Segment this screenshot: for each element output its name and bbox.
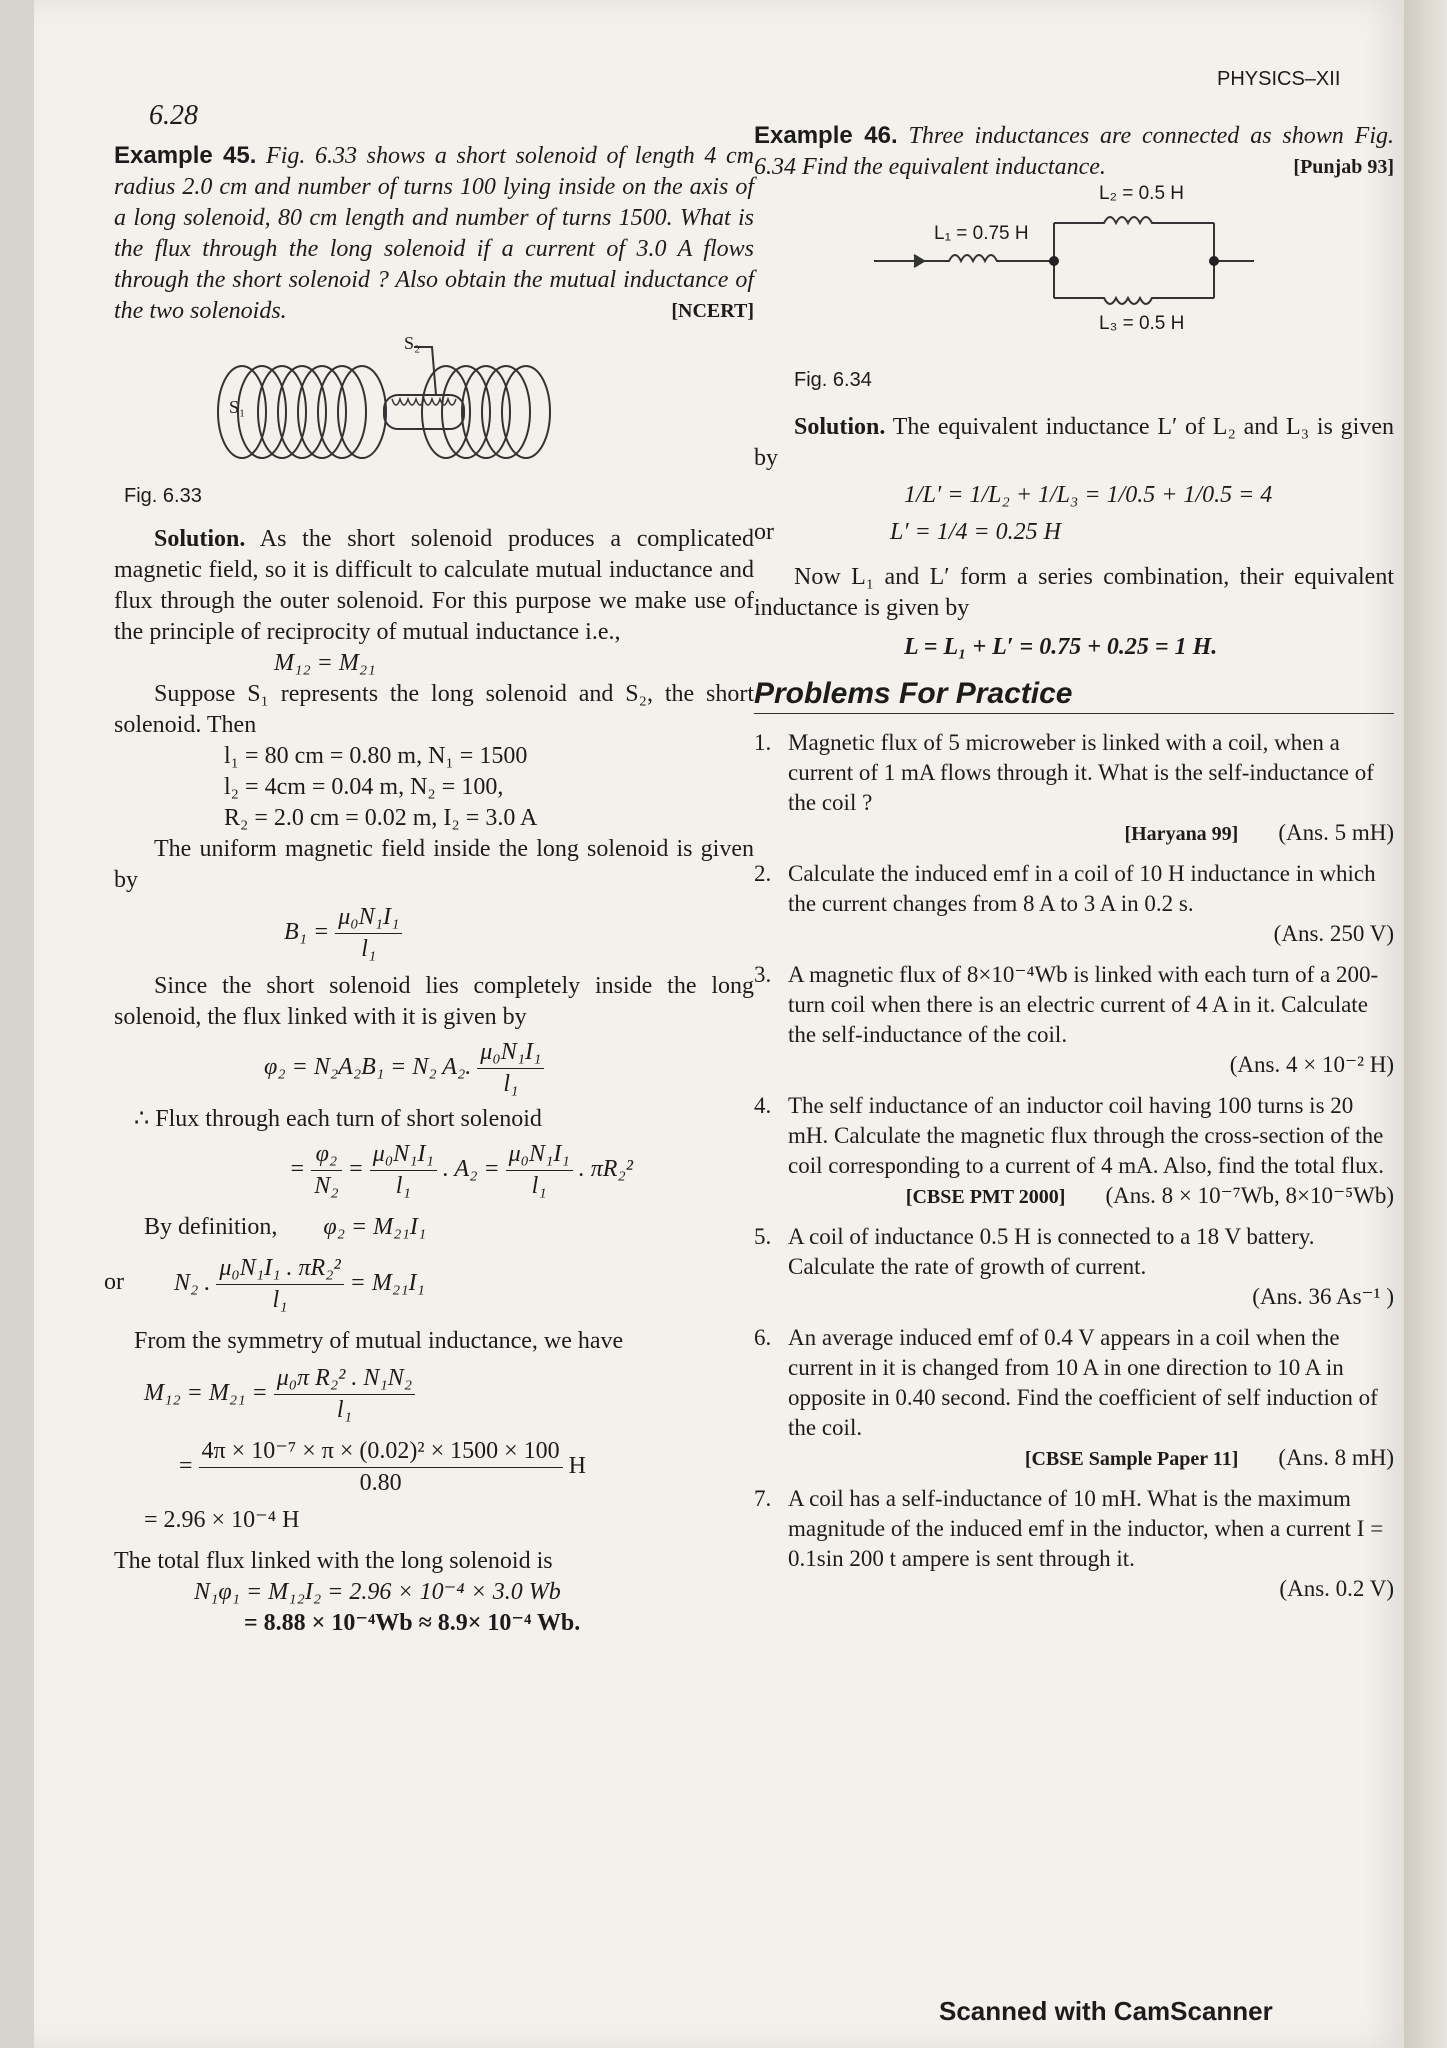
problems-heading-box — [754, 677, 1394, 714]
example45-text: Fig. 6.33 shows a short solenoid of length 4 cm radius 2.0 cm and number of turns 100 lying inside on the axis of a long solenoid, 80 cm length and number of turns 1500. What is the flux through the long solenoid if a current of 3.0 A flows through the short solenoid ? Also obtain the mutual inductance of the two solenoids. — [114, 143, 755, 324]
example45-label: Example 45. — [114, 142, 257, 169]
problem-item — [754, 859, 1394, 950]
eq-b1-lhs: B₁ = — [284, 919, 330, 946]
solution-label: Solution. — [154, 526, 246, 552]
eq-b1-num: μ₀N₁I₁ — [335, 902, 402, 934]
problem-item — [754, 1222, 1394, 1313]
eq-each-a-num: φ₂ — [311, 1139, 341, 1171]
problem-text: An average induced emf of 0.4 V appears in a coil when the current in it is changed from 10 A in one direction to 10 A in opposite in 0.40 second. Find the coefficient of self induction of the coil. — [788, 1325, 1378, 1440]
problem-answer-row — [788, 1181, 1394, 1212]
problem-body — [788, 1484, 1394, 1605]
eq-m-lhs: M₁₂ = M₂₁ = — [144, 1380, 268, 1407]
problem-body — [788, 1222, 1394, 1313]
eq-value: = $\frac{\text{4π × 10⁻⁷ × π × (0.02)² × 1500 × 100}}{0.80}$ H — [179, 1436, 754, 1499]
subject-header: PHYSICS–XII — [1217, 68, 1341, 90]
solution-text: As the short solenoid produces a complicated magnetic field, so it is difficult to calculate mutual inductance and flux through the outer solenoid. For this purpose we make use of the principle of reciprocity of mutual inductance i.e., — [114, 526, 754, 645]
right-column — [754, 120, 1394, 1615]
example46-text: Three inductances are connected as shown Fig. 6.34 Find the equivalent inductance. — [754, 123, 1394, 180]
fig-6-33-caption: Fig. 6.33 — [124, 485, 202, 507]
junction-right — [1209, 256, 1219, 266]
example45-solution — [114, 524, 754, 648]
solenoid-figure — [114, 327, 754, 467]
label-s1: S₁ — [229, 397, 246, 417]
problem-answer-row — [788, 1574, 1394, 1605]
problem-text: A magnetic flux of 8×10⁻⁴Wb is linked with each turn of a 200-turn coil when there is an electric current of 4 A in it. Calculate the self-inductance of the coil. — [788, 962, 1379, 1047]
total-eq-2: = 8.88 × 10⁻⁴Wb ≈ 8.9× 10⁻⁴ Wb. — [244, 1610, 581, 1636]
problem-item — [754, 1484, 1394, 1605]
problem-tag: [CBSE Sample Paper 11] — [1024, 1448, 1239, 1470]
since-text: Since the short solenoid lies completely inside the long solenoid, the flux linked with it is given by — [114, 973, 754, 1030]
problem-answer-row — [788, 1443, 1394, 1474]
problems-list — [754, 728, 1394, 1605]
eq-or-num: μ₀N₁I₁ . πR₂² — [216, 1253, 343, 1285]
problems-heading: Problems For Practice — [754, 677, 1073, 710]
label-l3: L₃ = 0.5 H — [1099, 313, 1185, 334]
fig-6-34-caption: Fig. 6.34 — [794, 369, 872, 391]
or-label: or — [104, 1269, 124, 1295]
symmetry-text: From the symmetry of mutual inductance, we have — [134, 1328, 624, 1354]
eq-each-c — [506, 1139, 573, 1202]
problem-body — [788, 728, 1394, 849]
by-definition-row — [114, 1212, 754, 1243]
example45-statement — [114, 140, 754, 327]
solution46-label: Solution. — [794, 414, 886, 440]
problem-answer: (Ans. 4 × 10⁻² H) — [1229, 1052, 1394, 1077]
eq-each-a-den: N₂ — [314, 1173, 339, 1199]
label-l2: L₂ = 0.5 H — [1099, 183, 1185, 204]
problem-text: Magnetic flux of 5 microweber is linked with a coil, when a current of 1 mA flows through it. What is the self-inductance of the coil ? — [788, 730, 1374, 815]
problem-answer-row — [788, 818, 1394, 849]
example46-label: Example 46. — [754, 122, 898, 149]
left-column — [104, 140, 755, 1639]
problem-number: 2. — [754, 861, 772, 886]
problem-answer: (Ans. 5 mH) — [1278, 820, 1394, 845]
problem-tag: [Haryana 99] — [1124, 823, 1239, 845]
fig-6-33 — [114, 327, 754, 467]
eq-phi2-frac — [477, 1037, 544, 1100]
eq46-3: L = L₁ + L′ = 0.75 + 0.25 = 1 H. — [904, 634, 1218, 660]
problem-answer: (Ans. 8 × 10⁻⁷Wb, 8×10⁻⁵Wb) — [1105, 1183, 1394, 1208]
now-text: Now L₁ and L′ form a series combination, their equivalent inductance is given by — [754, 564, 1394, 621]
problem-body — [788, 960, 1394, 1081]
flux-each-text: ∴ Flux through each turn of short solenoid — [134, 1106, 542, 1132]
problem-number: 5. — [754, 1224, 772, 1249]
problem-body — [788, 1323, 1394, 1474]
eq-phi2-num: μ₀N₁I₁ — [477, 1037, 544, 1069]
problem-text: A coil of inductance 0.5 H is connected to a 18 V battery. Calculate the rate of growth of current. — [788, 1224, 1315, 1279]
eq-phi2-lhs: φ₂ = N₂A₂B₁ = N₂ A₂. — [264, 1054, 472, 1081]
example45-tag: [NCERT] — [671, 300, 754, 322]
eq-each-a — [311, 1139, 341, 1202]
eq46-2-row — [754, 517, 1394, 548]
camscanner-watermark: Scanned with CamScanner — [939, 1996, 1273, 2026]
eq-each-b — [370, 1139, 437, 1202]
problem-answer-row — [788, 1282, 1394, 1313]
by-def-label: By definition, — [144, 1214, 278, 1240]
label-s2: S₂ — [404, 333, 421, 353]
eq-b1-den: l₁ — [361, 936, 377, 962]
total-text: The total flux linked with the long solenoid is — [114, 1548, 553, 1574]
eq-or-rhs: = M₂₁I₁ — [349, 1270, 425, 1297]
problem-item — [754, 728, 1394, 849]
eq-or-den: l₁ — [272, 1287, 288, 1313]
eq-each-b-num: μ₀N₁I₁ — [370, 1139, 437, 1171]
book-page — [34, 0, 1404, 2048]
eq-m — [144, 1363, 754, 1426]
junction-left — [1049, 256, 1059, 266]
eq-value-unit: H — [568, 1453, 587, 1480]
eq-b1-frac — [335, 902, 402, 965]
eq-value-frac — [199, 1436, 563, 1499]
or46-label: or — [754, 519, 774, 545]
problem-tag: [CBSE PMT 2000] — [905, 1186, 1066, 1208]
suppose-text: Suppose S₁ represents the long solenoid and S₂, the short solenoid. Then — [114, 681, 754, 738]
result-1: = 2.96 × 10⁻⁴ H — [144, 1507, 300, 1533]
eq-m-num: μ₀π R₂² . N₁N₂ — [274, 1363, 415, 1395]
problem-number: 4. — [754, 1093, 772, 1118]
eq-each-tail: . πR₂² — [578, 1156, 633, 1183]
eq-each-mid: . A₂ = — [442, 1156, 500, 1183]
problem-number: 7. — [754, 1486, 772, 1511]
given-3: R₂ = 2.0 cm = 0.02 m, I₂ = 3.0 A — [224, 805, 538, 831]
eq-each-c-num: μ₀N₁I₁ — [506, 1139, 573, 1171]
eq-m-den: l₁ — [336, 1397, 352, 1423]
field-text: The uniform magnetic field inside the long solenoid is given by — [114, 836, 754, 893]
page-number: 6.28 — [149, 100, 198, 131]
eq-each-b-den: l₁ — [395, 1173, 411, 1199]
eq46-2: L′ = 1/4 = 0.25 H — [890, 519, 1061, 545]
eq-b1 — [284, 902, 754, 965]
example46-statement — [754, 120, 1394, 183]
eq-value-num: 4π × 10⁻⁷ × π × (0.02)² × 1500 × 100 — [199, 1436, 563, 1468]
problem-answer-row — [788, 919, 1394, 950]
fig-6-34 — [754, 183, 1394, 353]
inductor-circuit — [754, 183, 1394, 353]
eq-value-den: 0.80 — [359, 1470, 402, 1496]
problem-text: The self inductance of an inductor coil having 100 turns is 20 mH. Calculate the magnetic flux through the cross-section of the coil corresponding to a current of 4 mA. Also, find the total flux. — [788, 1093, 1384, 1178]
problem-item — [754, 1091, 1394, 1212]
example46-tag: [Punjab 93] — [1293, 156, 1394, 178]
problem-item — [754, 960, 1394, 1081]
label-l1: L₁ = 0.75 H — [934, 223, 1029, 244]
eq-or — [104, 1253, 754, 1316]
problem-text: A coil has a self-inductance of 10 mH. What is the maximum magnitude of the induced emf in the inductor, when a current I = 0.1sin 200 t ampere is sent through it. — [788, 1486, 1384, 1571]
eq-flux-each: = $\frac{\text{φ₂}}{\text{N₂}}$ = $\frac{\text{μ₀N₁I₁}}{\text{l₁}}$ . A₂ = $\frac{\text{μ₀N₁I₁}}{\text{l₁}}$ . πR₂² — [289, 1139, 754, 1202]
example46-solution — [754, 412, 1394, 474]
eq-m-frac — [274, 1363, 415, 1426]
eq46-1: 1/L′ = 1/L₂ + 1/L₃ = 1/0.5 + 1/0.5 = 4 — [904, 482, 1273, 508]
problem-answer: (Ans. 36 As⁻¹ ) — [1252, 1284, 1394, 1309]
total-eq-1: N₁φ₁ = M₁₂I₂ = 2.96 × 10⁻⁴ × 3.0 Wb — [194, 1579, 561, 1605]
problem-number: 3. — [754, 962, 772, 987]
problem-number: 1. — [754, 730, 772, 755]
problem-body — [788, 859, 1394, 950]
problem-body — [788, 1091, 1394, 1212]
given-2: l₂ = 4cm = 0.04 m, N₂ = 100, — [224, 774, 504, 800]
by-def-eq: φ₂ = M₂₁I₁ — [323, 1214, 427, 1240]
problem-answer: (Ans. 0.2 V) — [1279, 1576, 1394, 1601]
problem-answer: (Ans. 250 V) — [1273, 921, 1394, 946]
eq-each-c-den: l₁ — [531, 1173, 547, 1199]
given-1: l₁ = 80 cm = 0.80 m, N₁ = 1500 — [224, 743, 528, 769]
problem-item — [754, 1323, 1394, 1474]
problem-answer: (Ans. 8 mH) — [1278, 1445, 1394, 1470]
solution46-text: The equivalent inductance L′ of L₂ and L₃ is given by — [754, 414, 1394, 471]
eq-phi2-den: l₁ — [503, 1071, 519, 1097]
problem-answer-row — [788, 1050, 1394, 1081]
problem-number: 6. — [754, 1325, 772, 1350]
problem-text: Calculate the induced emf in a coil of 10 H inductance in which the current changes from 8 A to 3 A in 0.2 s. — [788, 861, 1376, 916]
eq-or-frac — [216, 1253, 343, 1316]
eq-phi2 — [264, 1037, 754, 1100]
page-edge — [1404, 0, 1447, 2048]
eq-or-lhs: N₂ . — [174, 1270, 211, 1297]
eq-reciprocity: M₁₂ = M₂₁ — [274, 650, 376, 676]
